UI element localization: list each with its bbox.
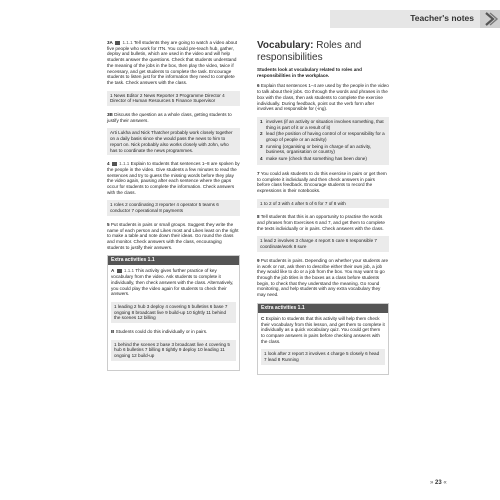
exercise-3a [107, 40, 240, 86]
answer-number: 4 [260, 156, 263, 162]
answer-row [260, 144, 386, 155]
extra-activities-title: Extra activities 1.1 [258, 304, 388, 313]
answer-box [257, 236, 389, 251]
answer-box [257, 117, 389, 165]
activity-text: Explain to students that this activity will help them check their vocabulary from this lesson, and get them to complete it individually as a quick vocabulary quiz. You could get them to compare answers in pairs before checking answers with the class. [261, 315, 385, 344]
answer-box [257, 199, 389, 209]
header-bar [330, 10, 500, 28]
answer-number: 3 [260, 143, 263, 149]
activity-label: B [111, 329, 115, 335]
answer-text: involves (if an activity or situation involves something, that thing is part of it or a result of it) [266, 118, 384, 130]
answer-box [111, 302, 236, 323]
section-title [257, 40, 389, 64]
section-title-label: Vocabulary: [257, 40, 314, 51]
answer-text: 1 behind the scenes 2 base 3 broadcast live 4 covering 5 hub 6 bulletins 7 billing 8 tightly 9 deploy 10 leading 11 ongoing 12 build-up [114, 341, 230, 359]
chevron-left-icon: « [443, 480, 447, 486]
answer-text: make sure (check that something has been done) [266, 156, 367, 162]
exercise-number: 8 [257, 214, 260, 220]
extra-activity-b [111, 329, 236, 335]
exercise-4 [107, 161, 240, 195]
exercise-text: Put students in pairs. Depending on whether your students are in work or not, ask them to describe either their own job, a job they would like to do or a job from the box. You may want to go through the job titles in the boxes as a class before students begin, to check that they understand the meaning. Go round monitoring, and help students with any extra vocabulary they may need. [257, 257, 389, 298]
page-number [430, 480, 447, 486]
extra-activity-c [261, 316, 385, 345]
answer-row [260, 119, 386, 130]
video-ref: 1.1.1 [119, 161, 130, 167]
video-ref: 1.1.1 [123, 268, 135, 274]
answer-box [111, 340, 236, 361]
section-subtitle: Roles and responsibilities [257, 40, 362, 63]
exercise-3b [107, 112, 240, 123]
page-number-text: 23 [435, 480, 442, 486]
left-column [107, 40, 240, 371]
answer-box [107, 91, 240, 106]
header-title: Teacher's notes [410, 13, 474, 23]
chevron-right-icon [480, 10, 500, 28]
exercise-number: 5 [107, 221, 110, 227]
exercise-text: Put students in pairs or small groups. Suggest they write the name of each person and Likes most and Likes least on the right to make a table and note down their ideas. Go round the class and monitor. Check answers with the class, encouraging students to justify their answers. [107, 221, 239, 250]
exercise-7 [257, 171, 389, 194]
exercise-text: Explain to students that sentences 1–8 are spoken by the people in the video. Give students a few minutes to read the sentences and try to guess the missing words before they play the video again, pausing after each sentence where the gaps occur for students to complete the information. Check answers with the class. [107, 161, 240, 195]
answer-text: 1 roles 2 coordinating 3 reporter 4 operator 5 teams 6 conductor 7 operational 8 payments [110, 202, 219, 214]
answer-text: 1 look after 2 report 3 involves 4 charge 5 closely 6 head 7 lead 8 Running [264, 351, 380, 363]
video-icon [112, 162, 117, 166]
right-column [257, 40, 389, 375]
section-lead: Students look at vocabulary related to roles and responsibilities in the workplace. [257, 67, 362, 78]
extra-activities-panel [257, 303, 389, 375]
exercise-number: 9 [257, 257, 260, 263]
video-ref: 1.1.1 [122, 40, 133, 45]
extra-activities-panel [107, 255, 240, 370]
exercise-number: 3B [107, 112, 113, 118]
exercise-9 [257, 258, 389, 298]
answer-text: lead (the position of having control of or responsibility for a group of people or an activity) [266, 131, 385, 143]
activity-label: A [111, 268, 115, 274]
exercise-number: 7 [257, 170, 260, 176]
exercise-number: 4 [107, 161, 110, 167]
answer-box [261, 349, 385, 364]
answer-text: running (organising or being in charge of an activity, business, organisation or country) [266, 143, 372, 155]
answer-row [260, 131, 386, 142]
exercise-text: Tell students they are going to watch a video about five people who work for ITN. You could pre-teach hub, gather, deploy and bulletin, which are used in the video and will help students answer the questions. Check that students understand the meaning of the jobs in the box, then play the video, twice if necessary, and get students to complete the task. Encourage students to listen just for the information they need to complete the task. Check answers with the class. [107, 40, 238, 85]
exercise-6 [257, 83, 389, 112]
answer-box [107, 128, 240, 155]
activity-text: Students could do this individually or in pairs. [115, 329, 208, 335]
exercise-number: 6 [257, 83, 260, 89]
chevron-right-icon: » [430, 480, 434, 486]
answer-text: 1 News Editor 2 News Reporter 3 Programme Director 4 Director of Human Resources 5 Finance Supervisor [110, 92, 225, 104]
extra-activity-a [111, 268, 236, 297]
video-icon [115, 41, 120, 45]
answer-text: 1 leading 2 hub 3 deploy 4 covering 5 bulletins 6 base 7 ongoing 8 broadcast live 9 build-up 10 tightly 11 behind the scenes 12 billing [114, 303, 228, 321]
exercise-text: Tell students that this is an opportunity to practise the words and phrases from Exercises 6 and 7, and get them to complete the texts individually or in pairs. Check answers with the class. [257, 214, 385, 231]
answer-text: Arti Lukha and Nick Thatcher probably work closely together on a daily basis since she would pass the news to him to report on. Nick probably also works closely with John, who has to coordinate the news programmes. [110, 130, 233, 153]
answer-row [260, 156, 386, 162]
answer-number: 1 [260, 118, 263, 124]
exercise-5 [107, 222, 240, 251]
activity-label: C [261, 315, 265, 321]
exercise-text: Discuss the question as a whole class, getting students to justify their answers. [107, 112, 232, 123]
activity-text: This activity gives further practice of key vocabulary from the video. Ask students to complete it individually, then check answers with the class. Alternatively, you could play the video again for students to check their answers. [111, 268, 234, 297]
exercise-text: Explain that sentences 1–4 are used by the people in the video to talk about their jobs. Go through the words and phrases in the box with the class, then ask students to complete the exercise individually. During feedback, point out the verb form after involves and responsible for (-ing). [257, 83, 389, 112]
answer-text: 1 to 2 of 3 with 4 after 5 of 6 for 7 of 8 with [260, 200, 346, 206]
exercise-text: You could ask students to do this exercise in pairs or get them to complete it individually and then check answers in pairs before class feedback. Encourage students to record the expressions in their notebooks. [257, 170, 387, 193]
answer-box [107, 200, 240, 215]
answer-text: 1 lead 2 involves 3 charge 4 report 5 care 6 responsible 7 coordinate/work 8 sure [260, 238, 377, 250]
extra-activities-title: Extra activities 1.1 [108, 256, 239, 265]
exercise-number: 3A [107, 40, 113, 45]
answer-number: 2 [260, 131, 263, 137]
exercise-8 [257, 214, 389, 231]
video-icon [117, 269, 122, 273]
